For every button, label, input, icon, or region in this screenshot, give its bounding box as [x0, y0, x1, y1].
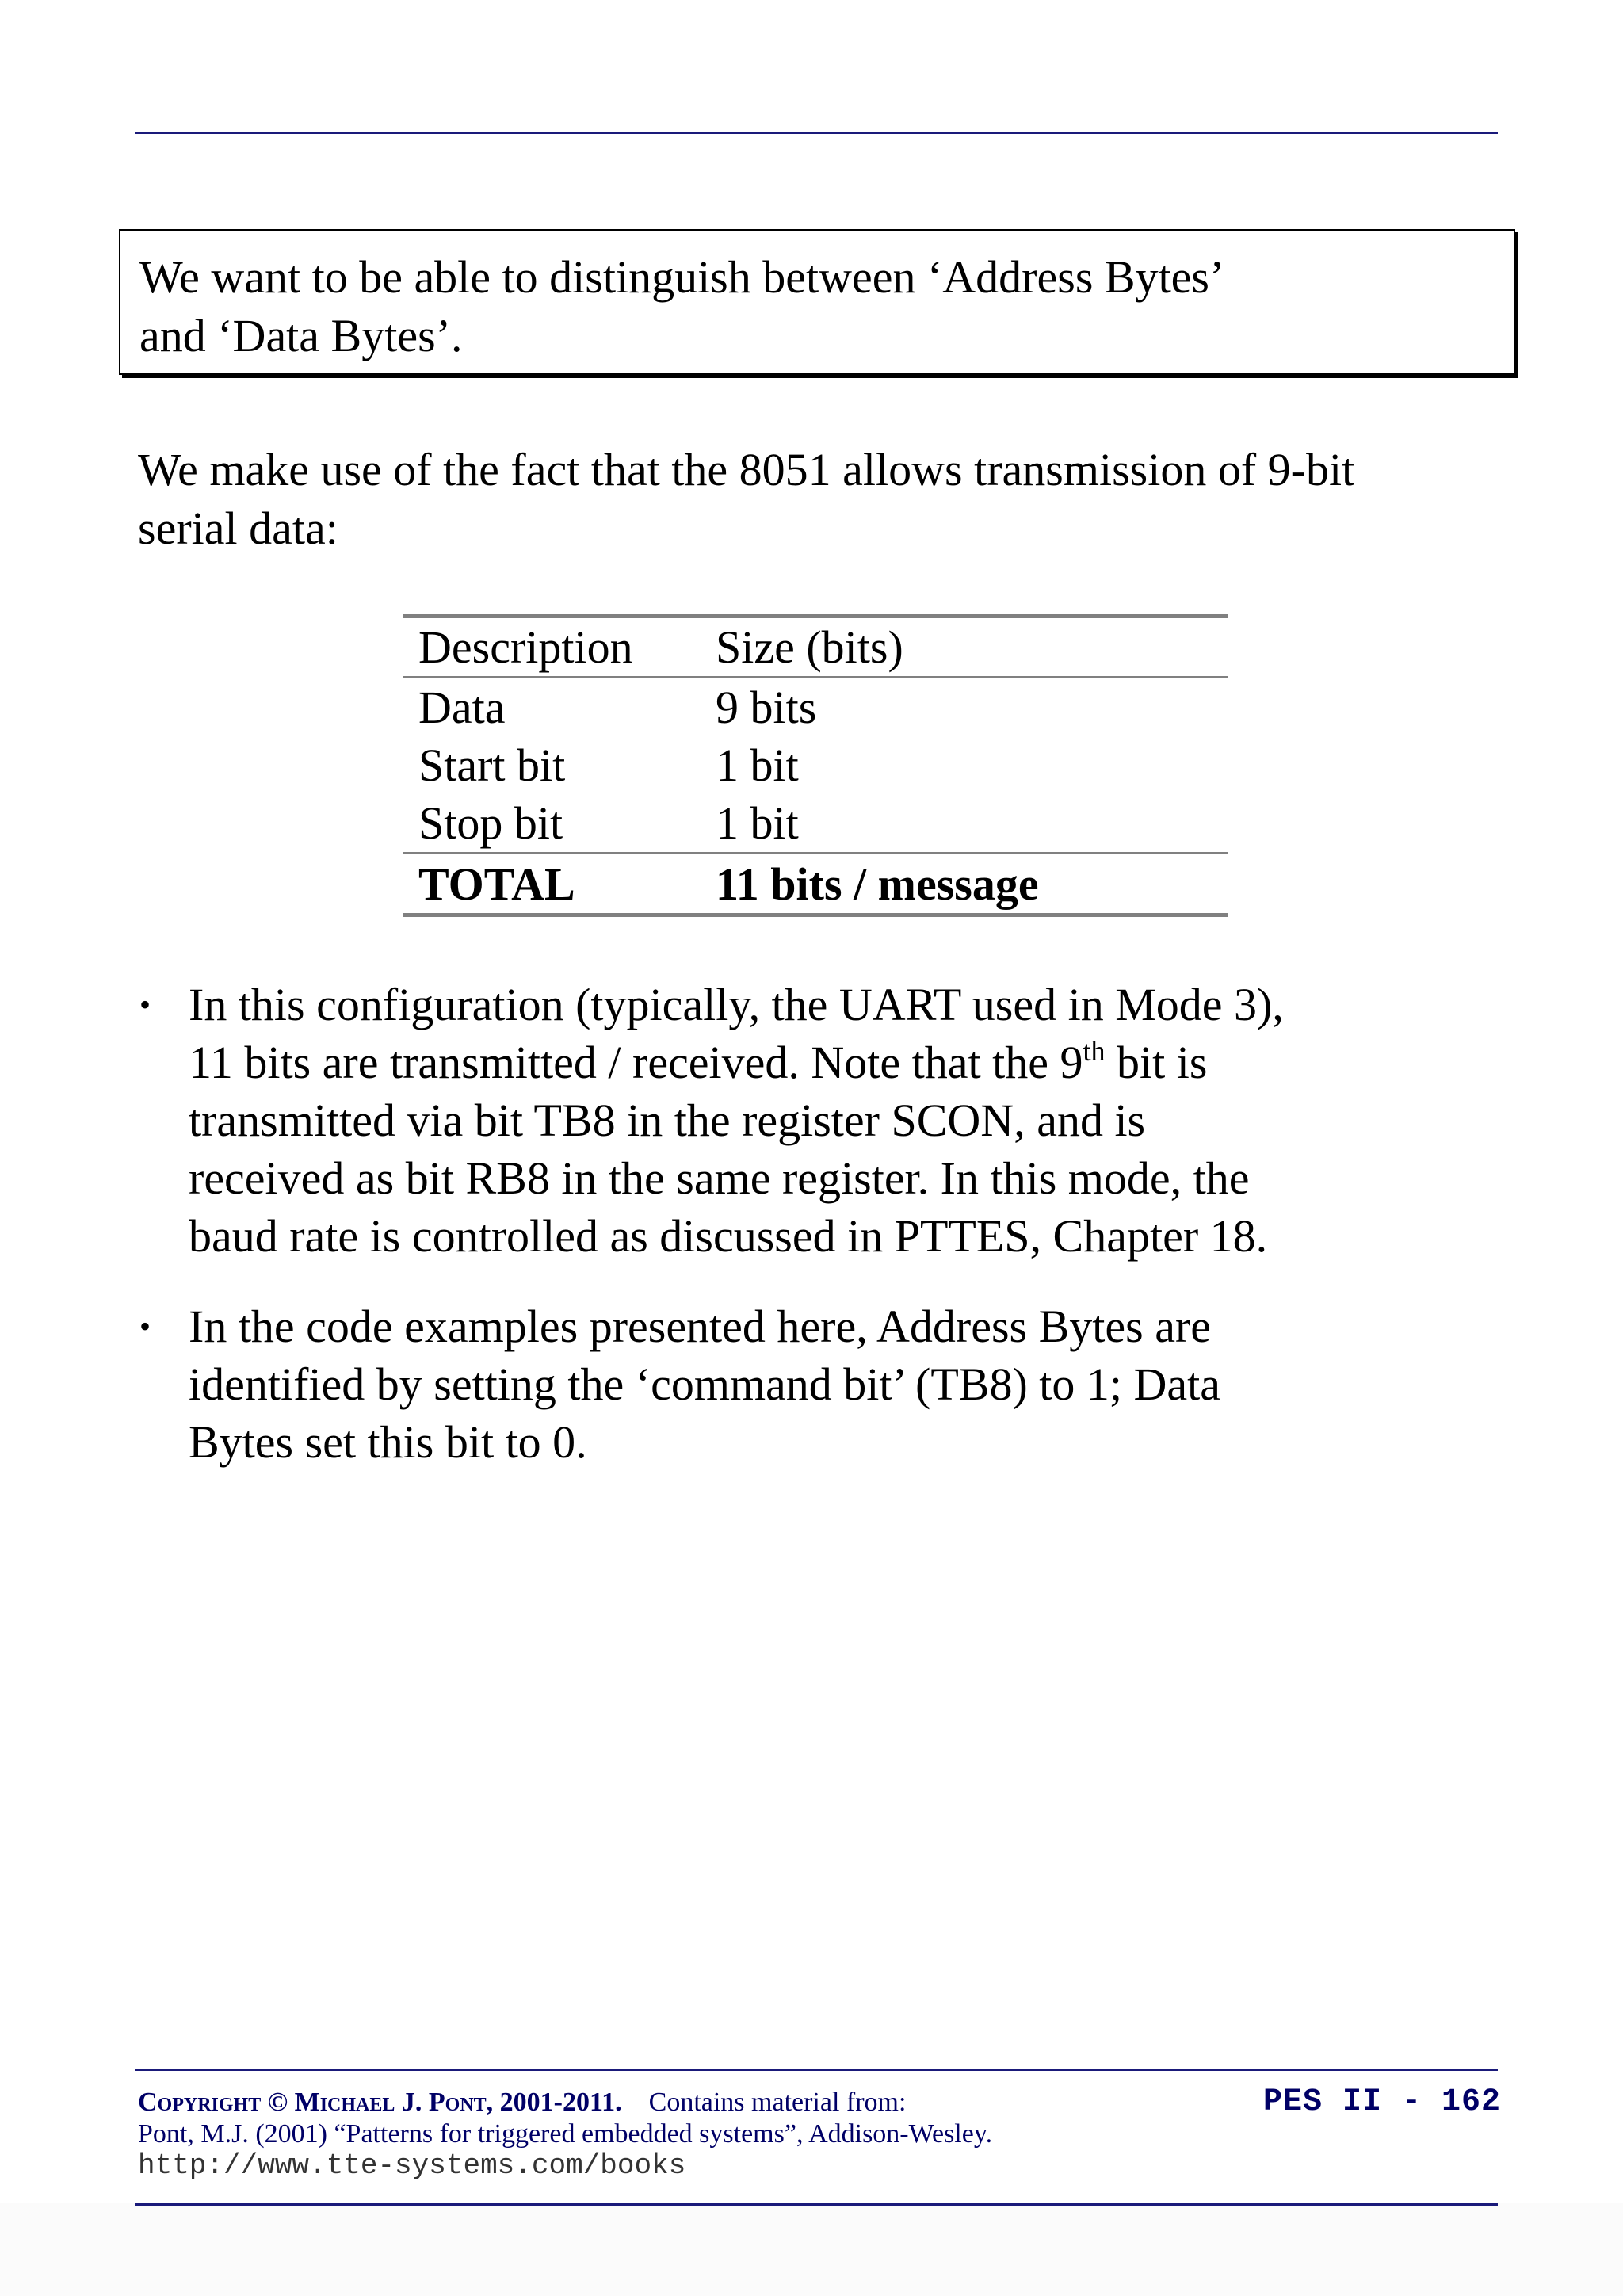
table-row — [403, 678, 1228, 737]
table-cell-size: 1 bit — [716, 797, 799, 849]
contains-material-note: Contains material from: — [648, 2088, 907, 2117]
bullet-list — [138, 976, 1501, 1503]
bullet-icon: • — [139, 987, 151, 1022]
callout-line-2: and ‘Data Bytes’. — [139, 310, 463, 361]
bullet-line-text: 11 bits are transmitted / received. Note that the 9 — [189, 1037, 1083, 1088]
footer-citation: Pont, M.J. (2001) “Patterns for triggered embedded systems”, Addison-Wesley. — [138, 2119, 993, 2149]
callout-box — [119, 229, 1515, 375]
bullet-line: transmitted via bit TB8 in the register SCON, and is — [189, 1095, 1146, 1146]
footer-url-link[interactable]: http://www.tte-systems.com/books — [138, 2149, 686, 2182]
ordinal-superscript: th — [1083, 1035, 1106, 1067]
bullet-item-mode3 — [138, 976, 1501, 1265]
table-cell-size: 9 bits — [716, 682, 817, 733]
table-header-size: Size (bits) — [716, 621, 903, 673]
page-number: PES II - 162 — [1262, 2084, 1501, 2120]
intro-line-1: We make use of the fact that the 8051 allows transmission of 9-bit — [138, 444, 1355, 495]
table-row — [403, 736, 1228, 794]
table-total-row — [403, 854, 1228, 915]
bullet-line: In the code examples presented here, Address Bytes are — [189, 1301, 1212, 1352]
bullet-icon: • — [139, 1308, 151, 1344]
bullet-line: received as bit RB8 in the same register. In this mode, the — [189, 1152, 1250, 1204]
table-header-description: Description — [418, 621, 633, 673]
table-total-label: TOTAL — [418, 858, 575, 910]
footer-bottom-rule — [135, 2203, 1498, 2206]
intro-paragraph — [138, 441, 1501, 558]
table-cell-description: Data — [418, 682, 506, 733]
bullet-line: identified by setting the ‘command bit’ (TB8) to 1; Data — [189, 1358, 1220, 1410]
bullet-item-address-bytes — [138, 1297, 1501, 1471]
page-footer — [138, 2084, 1501, 2182]
footer-top-rule — [135, 2069, 1498, 2071]
bullet-line: baud rate is controlled as discussed in PTTES, Chapter 18. — [189, 1210, 1268, 1262]
intro-line-2: serial data: — [138, 502, 338, 554]
copyright-notice: Copyright © Michael J. Pont, 2001-2011. — [138, 2088, 622, 2117]
bullet-line: Bytes set this bit to 0. — [189, 1416, 587, 1468]
bullet-line-text: bit is — [1105, 1037, 1208, 1088]
callout-line-1: We want to be able to distinguish between ‘Address Bytes’ — [139, 251, 1225, 303]
table-header-row — [403, 617, 1228, 678]
bullet-line: In this configuration (typically, the UART used in Mode 3), — [189, 979, 1284, 1030]
table-total-value: 11 bits / message — [716, 858, 1039, 910]
table-cell-size: 1 bit — [716, 739, 799, 791]
header-rule — [135, 132, 1498, 134]
table-cell-description: Start bit — [418, 739, 566, 791]
frame-size-table — [403, 614, 1228, 917]
table-cell-description: Stop bit — [418, 797, 563, 849]
page-bottom-shade — [0, 2203, 1623, 2296]
table-row — [403, 794, 1228, 854]
bullet-line — [189, 1033, 1501, 1091]
